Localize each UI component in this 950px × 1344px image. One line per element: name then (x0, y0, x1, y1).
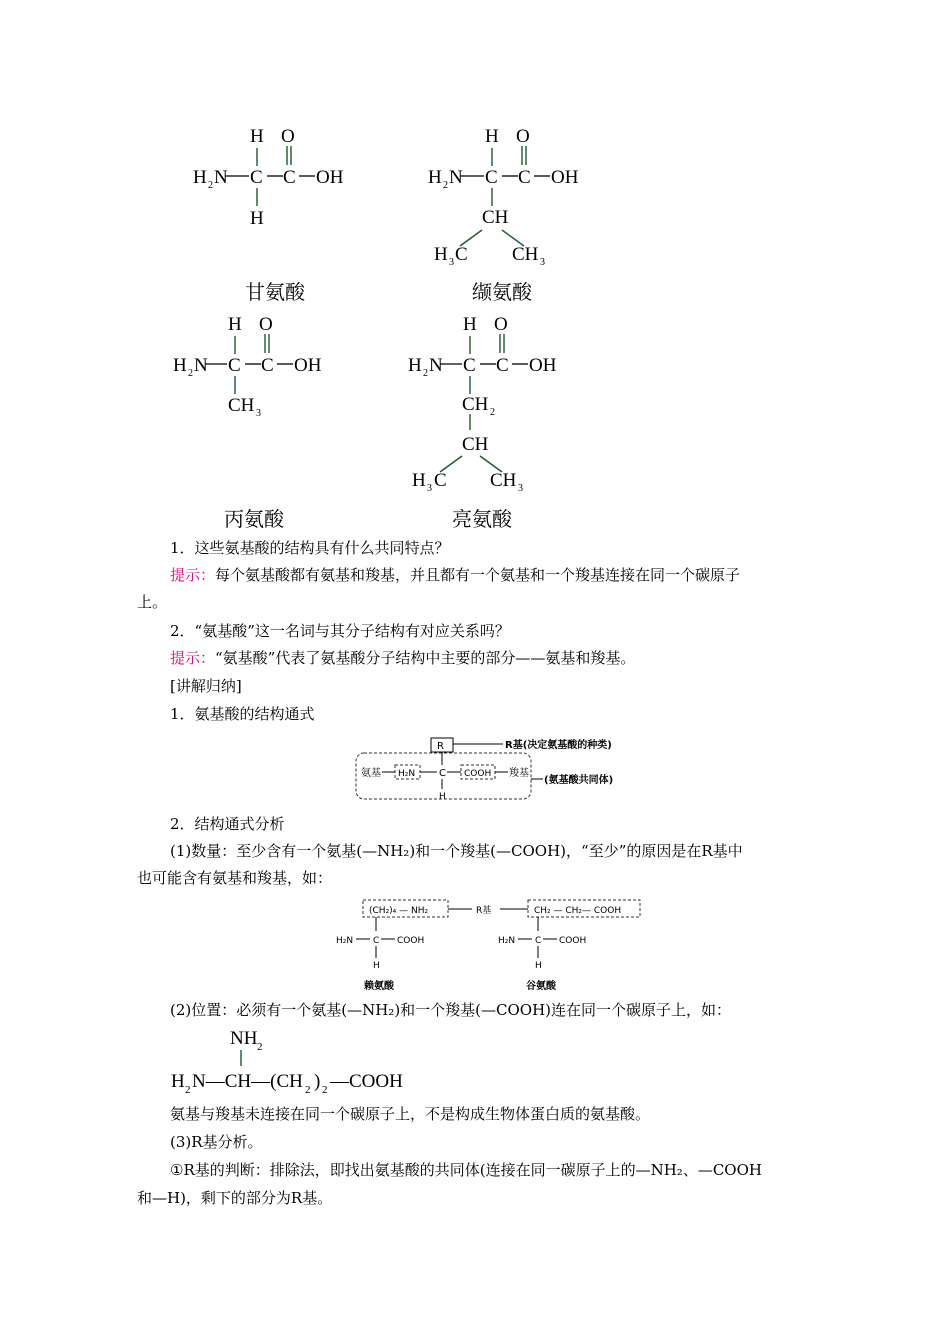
nh2-top: NH (230, 1028, 258, 1049)
point-2-3-1: ①R基的判断：排除法，即找出氨基酸的共同体(连接在同一碳原子上的—NH₂、—COOH (170, 1161, 762, 1179)
atom-o: O (516, 126, 530, 147)
answer-1 (170, 564, 740, 586)
alanine-structure (165, 306, 340, 421)
lysine-cooh: COOH (397, 936, 425, 946)
subscript: 2 (185, 1084, 191, 1096)
glutamate-h2n: H₂N (498, 936, 516, 946)
atom-h: H (434, 244, 448, 265)
general-formula-diagram (355, 733, 645, 803)
atom-ch: CH (512, 244, 539, 265)
subscript: 3 (518, 483, 523, 494)
atom-ch: CH (462, 394, 489, 415)
lysine-h: H (373, 961, 380, 971)
atom-c: C (455, 244, 468, 265)
amino-label: 氨基 (361, 768, 381, 779)
point-2: 2．结构通式分析 (170, 815, 285, 833)
point-1: 1．氨基酸的结构通式 (170, 705, 315, 723)
subscript: 2 (443, 180, 448, 191)
answer-1-text: 每个氨基酸都有氨基和羧基，并且都有一个氨基和一个羧基连接在同一个碳原子 (215, 566, 741, 584)
atom-oh: OH (551, 167, 579, 188)
atom-o: O (494, 314, 508, 335)
subscript: 2 (423, 368, 428, 379)
alanine-name: 丙氨酸 (224, 507, 284, 531)
atom-c: C (496, 355, 509, 376)
formula-close: ) (314, 1071, 321, 1092)
glycine-name: 甘氨酸 (245, 280, 305, 304)
atom-o: O (281, 126, 295, 147)
subscript: 2 (322, 1084, 328, 1096)
atom-h: H (408, 355, 422, 376)
subscript: 3 (256, 408, 261, 419)
atom-n: N (429, 355, 443, 376)
atom-n: N (194, 355, 208, 376)
valine-structure (420, 118, 595, 268)
glutamate-h: H (535, 961, 542, 971)
common-note: (氨基酸共同体) (544, 775, 614, 786)
atom-o: O (259, 314, 273, 335)
glutamate-c: C (535, 936, 542, 946)
atom-h: H (428, 167, 442, 188)
atom-c: C (228, 355, 241, 376)
atom-n: N (214, 167, 228, 188)
atom-h: H (250, 126, 264, 147)
point-2-3-1-cont: 和—H)，剩下的部分为R基。 (137, 1189, 333, 1207)
subscript: 2 (208, 180, 213, 191)
glycine-structure (185, 118, 360, 233)
atom-c: C (250, 167, 263, 188)
formula-h: H (171, 1071, 185, 1092)
formula-main: N—CH—(CH (192, 1071, 303, 1092)
leucine-name: 亮氨酸 (452, 507, 512, 531)
atom-h: H (412, 470, 426, 491)
point-2-2: (2)位置：必须有一个氨基(—NH₂)和一个羧基(—COOH)连在同一个碳原子上，如： (170, 1001, 732, 1019)
atom-ch: CH (228, 395, 255, 416)
answer-2 (170, 647, 635, 669)
atom-c: C (283, 167, 296, 188)
glutamate-cooh: COOH (559, 936, 587, 946)
h-label: H (439, 792, 446, 802)
glutamate-name: 谷氨酸 (526, 981, 556, 992)
subscript: 2 (257, 1041, 263, 1053)
counter-example-note: 氨基与羧基未连接在同一个碳原子上，不是构成生物体蛋白质的氨基酸。 (170, 1105, 651, 1123)
lysine-name: 赖氨酸 (364, 981, 394, 992)
atom-c: C (261, 355, 274, 376)
subscript: 3 (540, 257, 545, 268)
atom-c: C (463, 355, 476, 376)
section-heading: [讲解归纳] (170, 677, 242, 695)
atom-ch: CH (482, 207, 509, 228)
atom-h: H (485, 126, 499, 147)
atom-ch: CH (462, 434, 489, 455)
r-label: R (437, 741, 444, 752)
cooh-label: COOH (464, 769, 492, 779)
atom-h: H (193, 167, 207, 188)
subscript: 3 (427, 483, 432, 494)
lysine-c: C (373, 936, 380, 946)
lysine-glutamate-diagram (330, 895, 650, 995)
atom-ch: CH (490, 470, 517, 491)
answer-1-cont: 上。 (137, 593, 168, 611)
leucine-structure (400, 306, 580, 501)
subscript: 2 (305, 1084, 311, 1096)
valine-name: 缬氨酸 (472, 280, 532, 304)
question-1: 1．这些氨基酸的结构具有什么共同特点？ (170, 539, 450, 557)
atom-oh: OH (529, 355, 557, 376)
atom-oh: OH (294, 355, 322, 376)
atom-c: C (434, 470, 447, 491)
atom-h: H (173, 355, 187, 376)
subscript: 2 (490, 407, 495, 418)
atom-c: C (485, 167, 498, 188)
atom-oh: OH (316, 167, 344, 188)
subscript: 3 (449, 257, 454, 268)
point-2-1-cont: 也可能含有氨基和羧基，如： (137, 869, 333, 887)
lysine-r-group: (CH₂)₄ — NH₂ (369, 906, 429, 916)
atom-n: N (449, 167, 463, 188)
glutamate-r-group: CH₂ — CH₂— COOH (534, 906, 622, 916)
counter-example-formula (165, 1024, 435, 1099)
atom-h: H (463, 314, 477, 335)
atom-h: H (228, 314, 242, 335)
atom-c: C (518, 167, 531, 188)
r-group-label: R基 (476, 906, 492, 916)
lysine-h2n: H₂N (336, 936, 354, 946)
hint-label: 提示： (170, 566, 216, 584)
carboxyl-label: 羧基 (509, 768, 529, 779)
formula-tail: —COOH (330, 1071, 403, 1092)
point-2-1: (1)数量：至少含有一个氨基(—NH₂)和一个羧基(—COOH)，“至少”的原因是在R基中 (170, 842, 743, 860)
point-2-3: (3)R基分析。 (170, 1133, 263, 1151)
r-note: R基(决定氨基酸的种类) (505, 740, 612, 751)
answer-2-text: “氨基酸”代表了氨基酸分子结构中主要的部分——氨基和羧基。 (215, 649, 636, 667)
c-label: C (439, 768, 446, 779)
question-2: 2．“氨基酸”这一名词与其分子结构有对应关系吗？ (170, 622, 510, 640)
hint-label: 提示： (170, 649, 216, 667)
subscript: 2 (188, 368, 193, 379)
atom-h: H (250, 208, 264, 229)
h2n-label: H₂N (398, 769, 416, 779)
